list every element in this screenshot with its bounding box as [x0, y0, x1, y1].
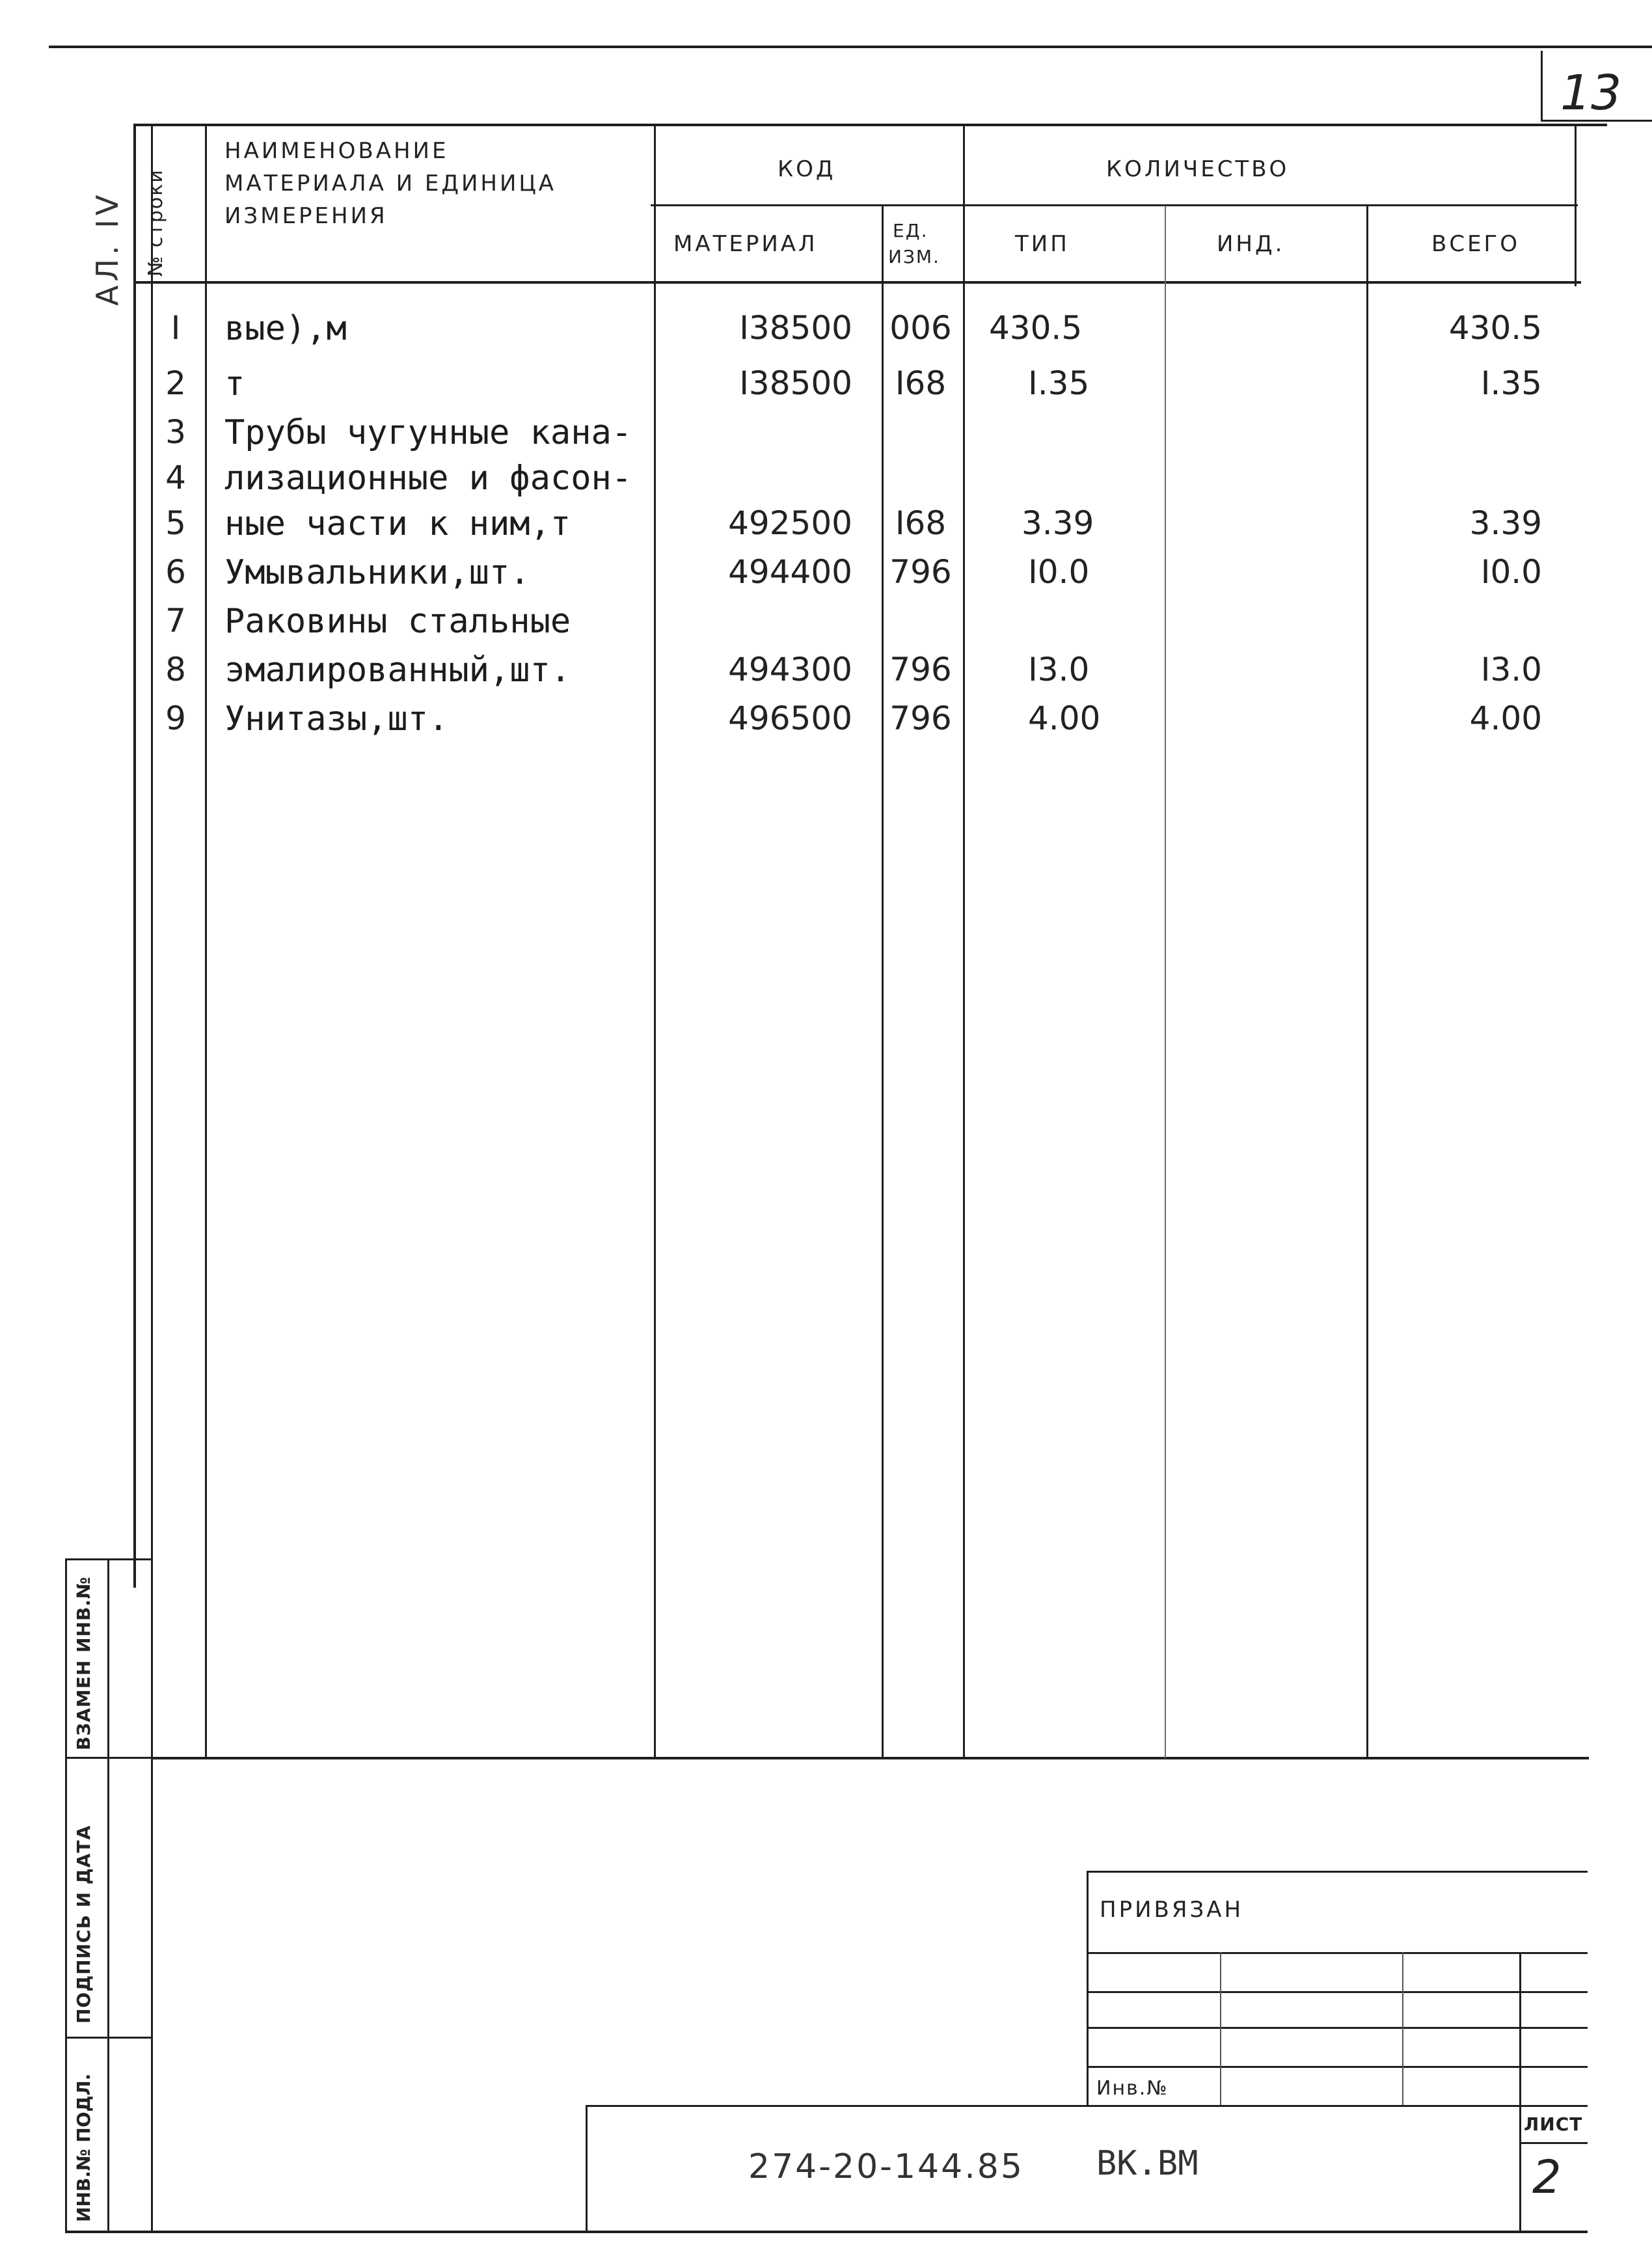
stamp-left-line	[65, 1558, 67, 2232]
sheet-box-mid	[1519, 2142, 1588, 2144]
attached-col-1	[1220, 1952, 1221, 2105]
col-line-rowno	[151, 124, 153, 2232]
row-qty-total: 3.39	[1469, 504, 1542, 542]
top-border-line	[49, 46, 1652, 48]
row-material-code: 492500	[728, 504, 852, 542]
stamp-inv-original-label: ИНВ.№ ПОДЛ.	[73, 2073, 94, 2222]
row-unit-code: 006	[889, 309, 952, 347]
row-unit-code: 796	[889, 699, 952, 737]
header-unit-1: ЕД.	[893, 220, 928, 241]
inv-no-label: Инв.№	[1096, 2077, 1169, 2100]
header-name-2: МАТЕРИАЛА И ЕДИНИЦА	[224, 170, 557, 197]
corner-mark: АЛ. IV	[90, 191, 125, 306]
page-number-box-left	[1541, 51, 1543, 121]
row-number: 9	[165, 699, 186, 737]
row-qty-total: I.35	[1480, 364, 1542, 402]
row-unit-code: I68	[895, 504, 947, 542]
table-header-bottom-line	[133, 281, 1581, 284]
row-qty-type: 3.39	[1022, 504, 1094, 542]
row-material-code: 494400	[728, 553, 852, 591]
header-ind: ИНД.	[1217, 231, 1285, 257]
attached-row-4	[1087, 2066, 1588, 2068]
stamp-line-1	[65, 1757, 151, 1759]
row-material-code: 496500	[728, 699, 852, 737]
row-qty-type: I.35	[1028, 364, 1090, 402]
table-bottom-line	[151, 1757, 1589, 1759]
row-unit-code: 796	[889, 651, 952, 688]
col-line-type	[963, 124, 965, 1758]
row-unit-code: I68	[895, 364, 947, 402]
header-quantity: КОЛИЧЕСТВО	[1106, 156, 1290, 182]
stamp-signature-label: ПОДПИСЬ И ДАТА	[73, 1825, 94, 2024]
header-type: ТИП	[1015, 231, 1070, 257]
row-qty-type: I0.0	[1028, 553, 1090, 591]
row-name: Раковины стальные	[224, 602, 571, 641]
attached-box-left	[1087, 1871, 1089, 2105]
row-number: 6	[165, 553, 186, 591]
header-name-1: НАИМЕНОВАНИЕ	[224, 138, 449, 164]
row-number: 5	[165, 504, 186, 542]
col-line-unit	[882, 206, 884, 1758]
table-header-mid-line	[651, 204, 1578, 206]
attached-col-3	[1519, 1952, 1521, 2105]
row-number: 4	[165, 459, 186, 496]
header-code: КОД	[778, 156, 836, 182]
row-unit-code: 796	[889, 553, 952, 591]
row-qty-total: 430.5	[1448, 309, 1542, 347]
sheet-label: ЛИСТ	[1524, 2113, 1583, 2135]
header-row-no: № строки	[144, 169, 167, 277]
attached-row-2	[1087, 1991, 1588, 1993]
col-line-left	[133, 124, 136, 1588]
col-line-name	[205, 124, 207, 1758]
row-name: вые),м	[224, 309, 347, 348]
row-name: Трубы чугунные кана-	[224, 413, 632, 452]
stamp-line-2	[65, 2037, 151, 2039]
row-qty-total: I3.0	[1480, 651, 1542, 688]
col-line-material	[654, 124, 656, 1758]
header-total: ВСЕГО	[1431, 231, 1521, 257]
row-material-code: 494300	[728, 651, 852, 688]
row-name: лизационные и фасон-	[224, 459, 632, 498]
row-name: эмалированный,шт.	[224, 651, 571, 690]
row-number: 3	[165, 413, 186, 451]
row-number: 8	[165, 651, 186, 688]
doc-code: 274-20-144.85	[748, 2147, 1024, 2186]
bottom-frame-line	[65, 2231, 1588, 2233]
attached-box-top	[1087, 1871, 1588, 1873]
row-name: Унитазы,шт.	[224, 699, 449, 739]
page-number: 13	[1560, 65, 1622, 121]
attached-col-2	[1402, 1952, 1403, 2105]
attached-row-3	[1087, 2027, 1588, 2029]
row-qty-total: I0.0	[1480, 553, 1542, 591]
stamp-mid-line	[107, 1558, 109, 2232]
header-unit-2: ИЗМ.	[888, 246, 940, 267]
row-material-code: I38500	[739, 309, 852, 347]
row-number: 2	[165, 364, 186, 402]
col-line-ind	[1165, 206, 1166, 1758]
title-box-left	[586, 2105, 588, 2232]
attached-row-1	[1087, 1952, 1588, 1954]
stamp-replace-label: ВЗАМЕН ИНВ.№	[73, 1576, 94, 1750]
row-number: 7	[165, 602, 186, 640]
row-material-code: I38500	[739, 364, 852, 402]
doc-mark: ВК.ВМ	[1096, 2144, 1198, 2183]
col-line-right	[1575, 124, 1577, 286]
row-name: ные части к ним,т	[224, 504, 571, 543]
header-material: МАТЕРИАЛ	[673, 231, 818, 257]
row-qty-type: 4.00	[1028, 699, 1101, 737]
attached-label: ПРИВЯЗАН	[1100, 1897, 1244, 1923]
stamp-top-line	[65, 1558, 151, 1560]
row-qty-total: 4.00	[1469, 699, 1542, 737]
title-box-top	[586, 2105, 1588, 2107]
table-top-line	[133, 124, 1607, 126]
sheet-number: 2	[1532, 2151, 1562, 2204]
header-name-3: ИЗМЕРЕНИЯ	[224, 203, 388, 229]
row-name: т	[224, 364, 245, 403]
row-number: I	[170, 309, 181, 347]
sheet-box-left	[1519, 2105, 1521, 2232]
row-qty-type: 430.5	[989, 309, 1083, 347]
row-qty-type: I3.0	[1028, 651, 1090, 688]
col-line-total	[1366, 206, 1368, 1758]
row-name: Умывальники,шт.	[224, 553, 530, 592]
